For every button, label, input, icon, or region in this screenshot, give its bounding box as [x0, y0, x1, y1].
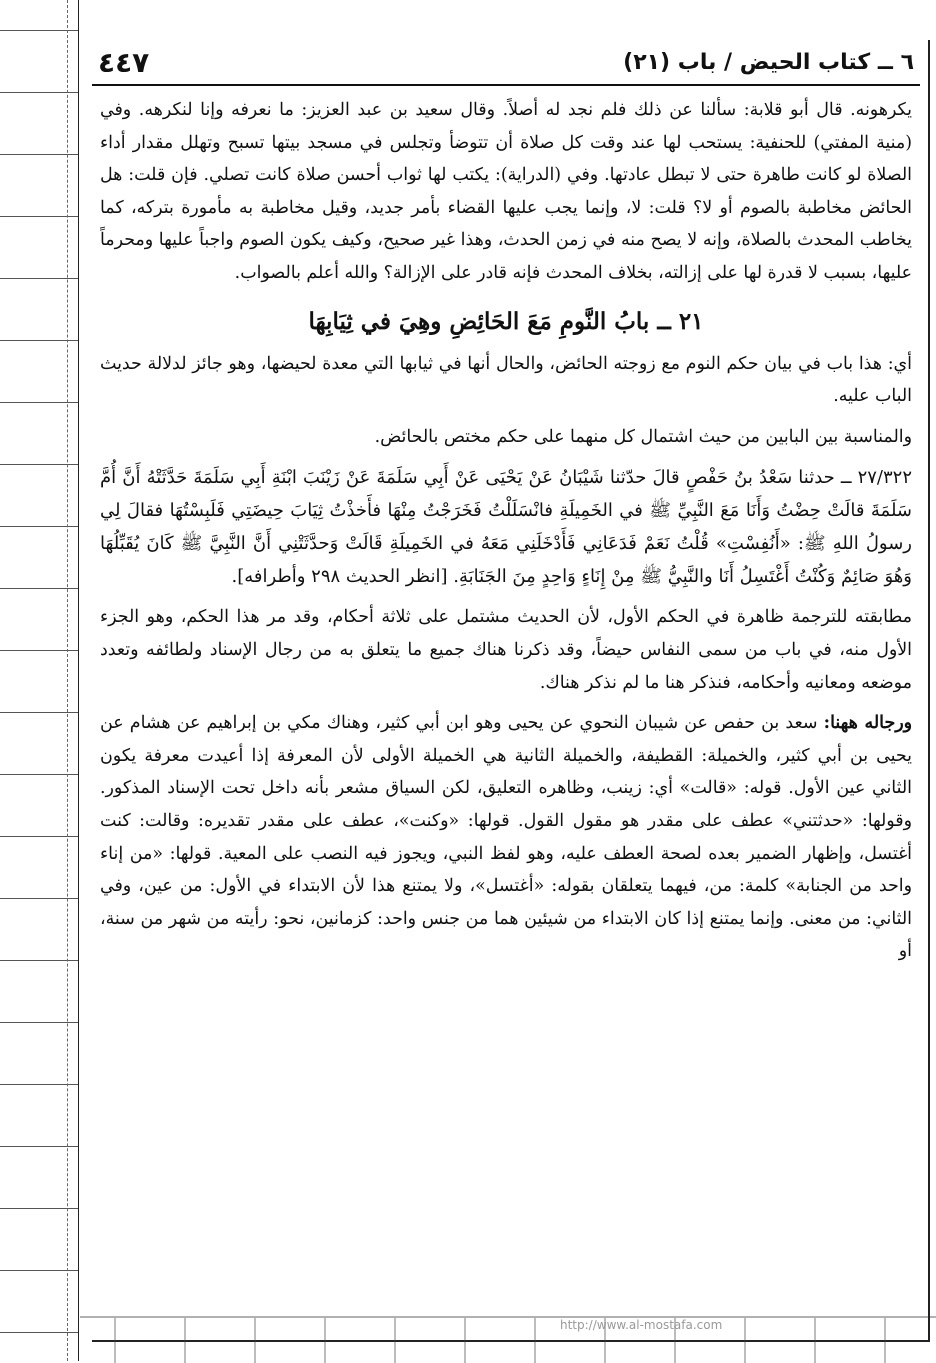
page-number: ٤٤٧: [98, 45, 150, 79]
decorative-left-border: [0, 0, 79, 1361]
paragraph-5: [100, 707, 912, 968]
paragraph-5-lead: ورجاله ههنا:: [823, 713, 912, 734]
page-header: [92, 40, 920, 86]
paragraph-2: أي: هذا باب في بيان حكم النوم مع زوجته الحائض، والحال أنها في ثيابها التي معدة لحيضها، وهو جائز لدلالة حديث الباب عليه.: [100, 353, 912, 407]
paragraph-1: يكرهونه. قال أبو قلابة: سألنا عن ذلك فلم نجد له أصلاً. وقال سعيد بن عبد العزيز: ما نعرفه وإنا لنكرهه. وفي (منية المفتي) للحنفية: يستحب لها عند وقت كل صلاة أن تتوضأ وتجلس في مسجد بيتها تسبح وتهلل مقدار أداء الصلاة لو كانت طاهرة حتى لا تبطل عادتها. وفي (الدراية): يكتب لها ثواب أحسن صلاة كانت تصلي. فإن قلت: هل الحائض مخاطبة بالصوم أو لا؟ قلت: لا، وإنما يجب عليها القضاء بأمر جديد، وقيل مخاطبة به مأمورة بتركه، كما يخاطب المحدث بالصلاة، وإنه لا يصح منه في زمن الحدث، وهذا غير صحيح، وكيف يكون الصوم واجباً عليها ومحرماً عليها، بسبب لا قدرة لها على إزالته، بخلاف المحدث فإنه قادر على الإزالة؟ والله أعلم بالصواب.: [100, 100, 912, 283]
watermark-url: http://www.al-mostafa.com: [560, 1318, 723, 1332]
chapter-title: ٢١ ــ بابُ النَّومِ مَعَ الحَائِضِ وهِيَ في ثِيَابِهَا: [308, 307, 704, 335]
running-head: ٦ ــ كتاب الحيض / باب (٢١): [623, 49, 914, 75]
paragraph-5-text: سعد بن حفص عن شيبان النحوي عن يحيى وهو ابن أبي كثير، وهناك مكي بن إبراهيم عن هشام عن يحيى بن أبي كثير، والخميلة: القطيفة، والخميلة الثانية هي الخميلة الأولى لأن المعرفة إذا أعيدت معرفة يكون الثاني عين الأول. قوله: «قالت» أي: زينب، وظاهره التعليق، لكن السياق مشعر بأنه داخل تحت الإسناد المذكور. وقولها: «حدثتني» عطف على مقدر هو مقول القول. قولها: «وكنت»، عطف على مقدر تقديره: وقالت: كنت أغتسل، وإظهار الضمير بعده لصحة العطف عليه، وهو لفظ النبي، ويجوز فيه النصب على المعية. قولها: «من إناء واحد من الجنابة» كلمة: من، فيهما يتعلقان بقوله: «أغتسل»، ولا يمتنع هذا لأن الابتداء في الأول: من عين، وفي الثاني: من معنى. وإنما يمتنع إذا كان الابتداء من شيئين هما من جنس واحد: كزمانين، نحو: رأيته من شهر من سنة، أو: [100, 713, 912, 962]
decorative-bottom-border: [80, 1316, 936, 1363]
page-body: [100, 94, 912, 976]
paragraph-4: مطابقته للترجمة ظاهرة في الحكم الأول، لأن الحديث مشتمل على ثلاثة أحكام، وقد مر هذا الحكم، وهو الجزء الأول منه، في باب من سمى النفاس حيضاً، وقد ذكرنا هناك جميع ما يتعلق به من رجال الإسناد ولطائفه وتعدد موضعه ومعانيه وأحكامه، فنذكر هنا ما لم نذكر هناك.: [100, 607, 912, 693]
hadith-text: ٢٧/٣٢٢ ــ حدثنا سَعْدُ بنُ حَفْصٍ قالَ حدّثنا شَيْبَانُ عَنْ يَحْيَى عَنْ أَبِي سَلَمَةَ عَنْ زَيْنَبَ ابْنَةِ أَبِي سَلَمَةَ حَدَّثَتْهُ أَنَّ أُمَّ سَلَمَةَ قالَتْ حِضْتُ وَأَنَا مَعَ النَّبِيِّ ﷺ في الخَمِيلَةِ فانْسَلَلْتُ فَخَرَجْتُ مِنْهَا فأَخذْتُ ثِيَابَ حِيضَتِي فَلَبِسْتُهَا فقالَ لِي رسولُ اللهِ ﷺ: «أَنُفِسْتِ» قُلْتُ نَعَمْ فَدَعَانِي فَأَدْخَلَنِي مَعَهُ في الخَمِيلَةِ قَالَتْ وَحدَّثَتْنِي أَنَّ النَّبِيَّ ﷺ كَانَ يُقَبِّلُهَا وَهُوَ صَائِمٌ وَكُنْتُ أَغْتَسِلُ أَنَا والنَّبِيُّ ﷺ مِنْ إِنَاءٍ وَاحِدٍ مِنَ الجَنَابَةِ. [انظر الحديث ٢٩٨ وأطرافه].: [100, 467, 912, 588]
paragraph-3: والمناسبة بين البابين من حيث اشتمال كل منهما على حكم مختص بالحائض.: [374, 426, 912, 447]
